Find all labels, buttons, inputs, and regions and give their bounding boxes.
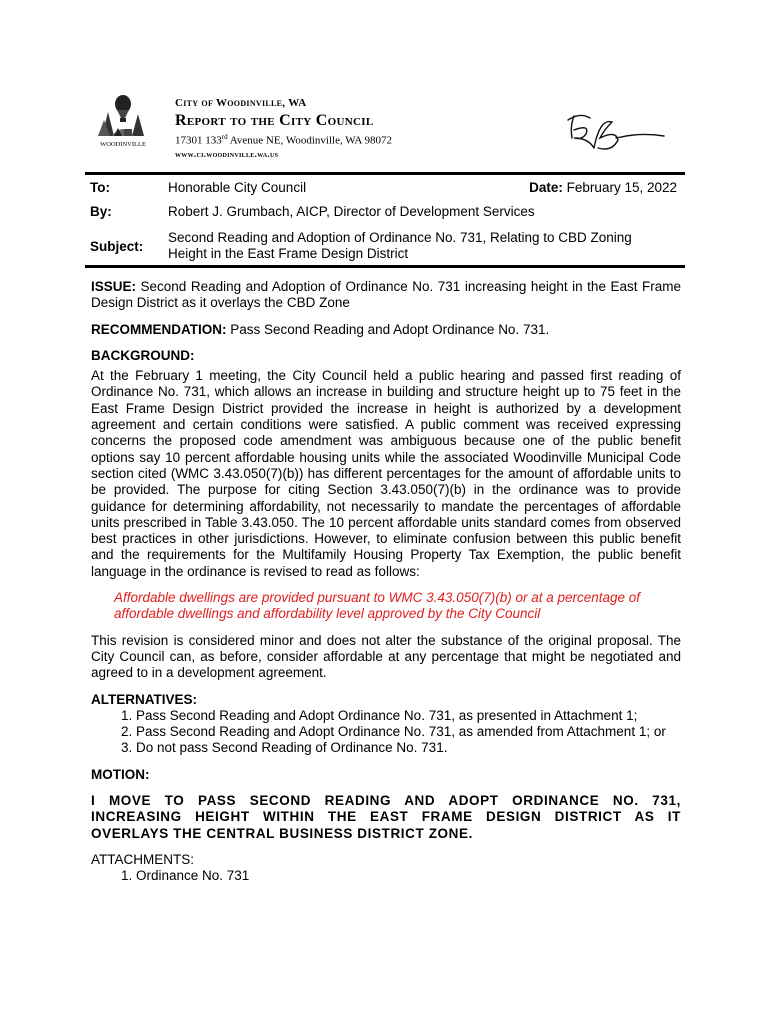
date-label: Date:	[529, 180, 563, 195]
city-logo	[94, 92, 152, 150]
motion-heading: MOTION:	[91, 766, 150, 782]
recommendation	[91, 322, 681, 338]
signature-mark	[560, 108, 670, 158]
background-paragraph: At the February 1 meeting, the City Council held a public hearing and passed first reading of Ordinance No. 731, which allows an increase in building and structure height up to 75 feet in the East Frame Design District provided the increase in height is authorized by a development agreement and certain conditions were satisfied. A public comment was received expressing concerns the proposed code amendment was ambiguous because one of the public benefit options say 10 percent affordable housing units while the associated Woodinville Municipal Code section cited (WMC 3.43.050(7)(b)) has different percentages for the amount of affordable units to be provided. The purpose for citing Section 3.43.050(7)(b) in the ordinance was to provide guidance for determining affordability, not necessarily to mandate the percentages of affordable units prescribed in Table 3.43.050. The 10 percent affordable units standard comes from observed best practices in other jurisdictions. However, to eliminate confusion between this public benefit and the requirements for the Multifamily Housing Property Tax Exemption, the public benefit language in the ordinance is revised to read as follows:	[91, 368, 681, 579]
motion-text: I MOVE TO PASS SECOND READING AND ADOPT ORDINANCE NO. 731, INCREASING HEIGHT WITHIN THE EAST FRAME DESIGN DISTRICT AS IT OVERLAYS THE CENTRAL BUSINESS DISTRICT ZONE.	[91, 793, 681, 841]
revised-language: Affordable dwellings are provided pursuant to WMC 3.43.050(7)(b) or at a percentage of affordable dwellings and affordability level approved by the City Council	[114, 590, 641, 622]
list-item: 1. Pass Second Reading and Adopt Ordinance No. 731, as presented in Attachment 1;	[136, 708, 681, 724]
background-heading: BACKGROUND:	[91, 347, 195, 363]
alternatives-heading: ALTERNATIVES:	[91, 691, 197, 707]
issue-text: Second Reading and Adoption of Ordinance No. 731 increasing height in the East Frame Design District as it overlays the CBD Zone	[91, 279, 681, 311]
attachments-list	[91, 868, 681, 884]
background-closing: This revision is considered minor and does not alter the substance of the original proposal. The City Council can, as before, consider affordable at any percentage that might be negotiated and agreed to in a development agreement.	[91, 632, 681, 681]
address-rest: Avenue NE, Woodinville, WA 98072	[227, 134, 393, 147]
alternatives-list	[91, 708, 681, 757]
report-body	[91, 279, 681, 895]
by-value: Robert J. Grumbach, AICP, Director of Development Services	[168, 204, 535, 219]
list-item: 1. Ordinance No. 731	[136, 868, 681, 884]
address-superscript: rd	[221, 133, 228, 141]
subject-line-2: Height in the East Frame Design District	[168, 246, 409, 261]
date	[529, 180, 677, 195]
memo-header	[85, 172, 685, 268]
attachments-heading: ATTACHMENTS:	[91, 851, 194, 867]
website: www.ci.woodinville.wa.us	[175, 148, 279, 159]
logo-text: WOODINVILLE	[100, 141, 146, 148]
subject-label: Subject:	[90, 239, 144, 254]
recommendation-label: RECOMMENDATION:	[91, 321, 227, 337]
city-name: City of Woodinville, WA	[175, 97, 307, 109]
subject-line-1: Second Reading and Adoption of Ordinance No. 731, Relating to CBD Zoning	[168, 230, 632, 245]
to-label: To:	[90, 180, 110, 195]
report-title: Report to the City Council	[175, 112, 374, 129]
by-label: By:	[90, 204, 112, 219]
to-value: Honorable City Council	[168, 180, 307, 195]
letterhead	[175, 97, 575, 159]
list-item: 3. Do not pass Second Reading of Ordinance No. 731.	[136, 740, 681, 756]
address-number: 17301 133	[175, 134, 222, 147]
recommendation-text: Pass Second Reading and Adopt Ordinance No. 731.	[226, 321, 550, 337]
list-item: 2. Pass Second Reading and Adopt Ordinance No. 731, as amended from Attachment 1; or	[136, 724, 681, 740]
issue	[91, 279, 681, 312]
address	[175, 133, 575, 147]
subject-value	[168, 230, 632, 262]
date-value: February 15, 2022	[566, 180, 677, 195]
issue-label: ISSUE:	[91, 279, 137, 294]
